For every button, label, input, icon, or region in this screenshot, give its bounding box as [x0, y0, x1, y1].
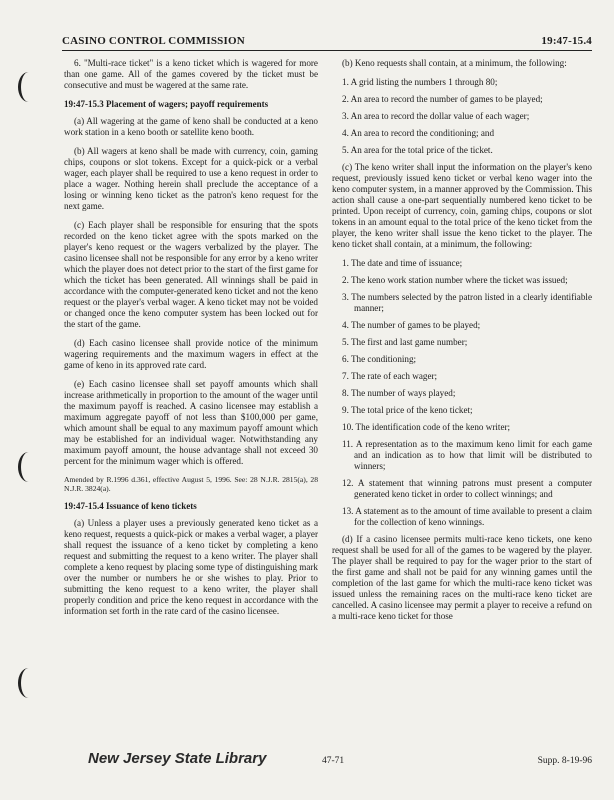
list-item: 1. A grid listing the numbers 1 through 80; — [342, 77, 498, 87]
amendment-note: Amended by R.1996 d.361, effective August 5, 1996. See: 28 N.J.R. 2815(a), 28 N.J.R. 3824(a). — [64, 475, 318, 493]
list-item: 5. The first and last game number; — [342, 337, 468, 347]
paragraph-15-4-d: (d) If a casino licensee permits multi-race keno tickets, one keno request shall be used for all of the games to be wagered by the player. The player shall be required to pay for the wager prior to the start of the first game and shall not be paid for any winning games until the completion of the last game for which the multi-race keno ticket was issued unless the remaining races on the multi-race keno ticket are cancelled. A casino licensee may permit a player to receive a refund on a multi-race keno ticket for those — [332, 534, 592, 621]
list-item: 1. The date and time of issuance; — [342, 258, 463, 268]
list-item: 11. A representation as to the maximum keno limit for each game and an indication as to how that limit will be distributed to winners; — [342, 439, 592, 471]
page-number: 47-71 — [322, 756, 345, 766]
section-title-15-3: 19:47-15.3 Placement of wagers; payoff requirements — [64, 99, 269, 109]
list-item: 8. The number of ways played; — [342, 388, 456, 398]
library-stamp: New Jersey State Library — [88, 750, 267, 767]
header-section: 19:47-15.4 — [541, 35, 592, 47]
list-item: 3. An area to record the dollar value of each wager; — [342, 111, 530, 121]
page-header — [62, 34, 592, 51]
list-item: 13. A statement as to the amount of time available to present a claim for the collection of keno winnings. — [342, 506, 592, 527]
list-item: 4. The number of games to be played; — [342, 320, 481, 330]
right-column — [332, 58, 592, 630]
binder-hole-top — [18, 72, 39, 102]
list-item: 2. The keno work station number where the ticket was issued; — [342, 275, 568, 285]
paragraph-e: (e) Each casino licensee shall set payoff amounts which shall increase arithmetically in proportion to the amount of the wager until the maximum payoff is reached. A casino licensee may establish a maximum aggregate payoff of not less than $100,000 per game, which amount shall be equal to any maximum payoff amount which may be established for an individual wager. Notwithstanding any maximum payoff amount, the house advantage shall not exceed 30 percent for the minimum wager which is offered. — [64, 379, 318, 466]
definition-multi-race: 6. "Multi-race ticket" is a keno ticket which is wagered for more than one game. All of the games covered by the ticket must be consecutive and must be wagered at the same rate. — [64, 58, 318, 90]
section-title-15-4: 19:47-15.4 Issuance of keno tickets — [64, 501, 197, 511]
page-footer — [62, 750, 592, 774]
list-item: 2. An area to record the number of games to be played; — [342, 94, 543, 104]
paragraph-a: (a) All wagering at the game of keno shall be conducted at a keno work station in a keno booth or satellite keno booth. — [64, 116, 318, 137]
paragraph-d: (d) Each casino licensee shall provide notice of the minimum wagering requirements and the maximum wagers in effect at the game of keno in its approved rate card. — [64, 338, 318, 370]
list-item: 12. A statement that winning patrons must present a computer generated keno ticket in order to collect winnings; and — [342, 478, 592, 499]
header-title: CASINO CONTROL COMMISSION — [62, 35, 245, 47]
list-item: 10. The identification code of the keno writer; — [342, 422, 511, 432]
list-item: 4. An area to record the conditioning; and — [342, 128, 495, 138]
paragraph-b: (b) All wagers at keno shall be made with currency, coin, gaming chips, coupons or slot tokens. Except for a quick-pick or a verbal wager, each player shall be required to use a keno request in order to place a wager. Nothing herein shall preclude the acceptance of a losing or winning keno ticket as the patron's keno request for the next game. — [64, 146, 318, 211]
list-item: 6. The conditioning; — [342, 354, 417, 364]
list-item: 5. An area for the total price of the ticket. — [342, 145, 493, 155]
list-item: 9. The total price of the keno ticket; — [342, 405, 473, 415]
binder-hole-middle — [18, 452, 39, 482]
binder-hole-bottom — [18, 668, 39, 698]
paragraph-15-4-b-intro: (b) Keno requests shall contain, at a minimum, the following: — [342, 58, 567, 68]
list-item: 3. The numbers selected by the patron listed in a clearly identifiable manner; — [342, 292, 592, 313]
paragraph-c: (c) Each player shall be responsible for ensuring that the spots recorded on the keno ticket agree with the spots marked on the player's keno request or the wagers verbalized by the player. The casino licensee shall not be responsible for any error by a keno writer which the player does not detect prior to the start of the first game for which the ticket has been generated. All winnings shall be paid in accordance with the computer-generated keno ticket and not the keno request or the player's verbal wager. A keno ticket may not be voided or changed once the keno computer system has been locked out for the start of the game. — [64, 220, 318, 329]
paragraph-15-4-a: (a) Unless a player uses a previously generated keno ticket as a keno request, requests a quick-pick or makes a verbal wager, a player shall request the issuance of a keno ticket by completing a keno request and submitting the request to a keno writer. The player shall complete a keno request by placing some type of distinguishing mark over the number or numbers he or she wishes to play. Prior to submitting the keno request to a keno writer, the player shall properly condition and price the keno request in accordance with the information set forth in the rate card of the casino licensee. — [64, 518, 318, 616]
supplement-date: Supp. 8-19-96 — [537, 756, 592, 766]
list-item: 7. The rate of each wager; — [342, 371, 438, 381]
left-column — [64, 58, 318, 625]
paragraph-15-4-c-intro: (c) The keno writer shall input the information on the player's keno request, previously issued keno ticket or verbal keno wager into the keno computer system, in a manner approved by the Commission. This action shall cause a one-part sequentially numbered keno ticket to be printed. Upon receipt of currency, coin, gaming chips, coupons or slot tokens in an amount equal to the total price of the keno ticket from the player, the keno writer shall issue the keno ticket to the player. The keno ticket shall contain, at a minimum, the following: — [332, 162, 592, 249]
